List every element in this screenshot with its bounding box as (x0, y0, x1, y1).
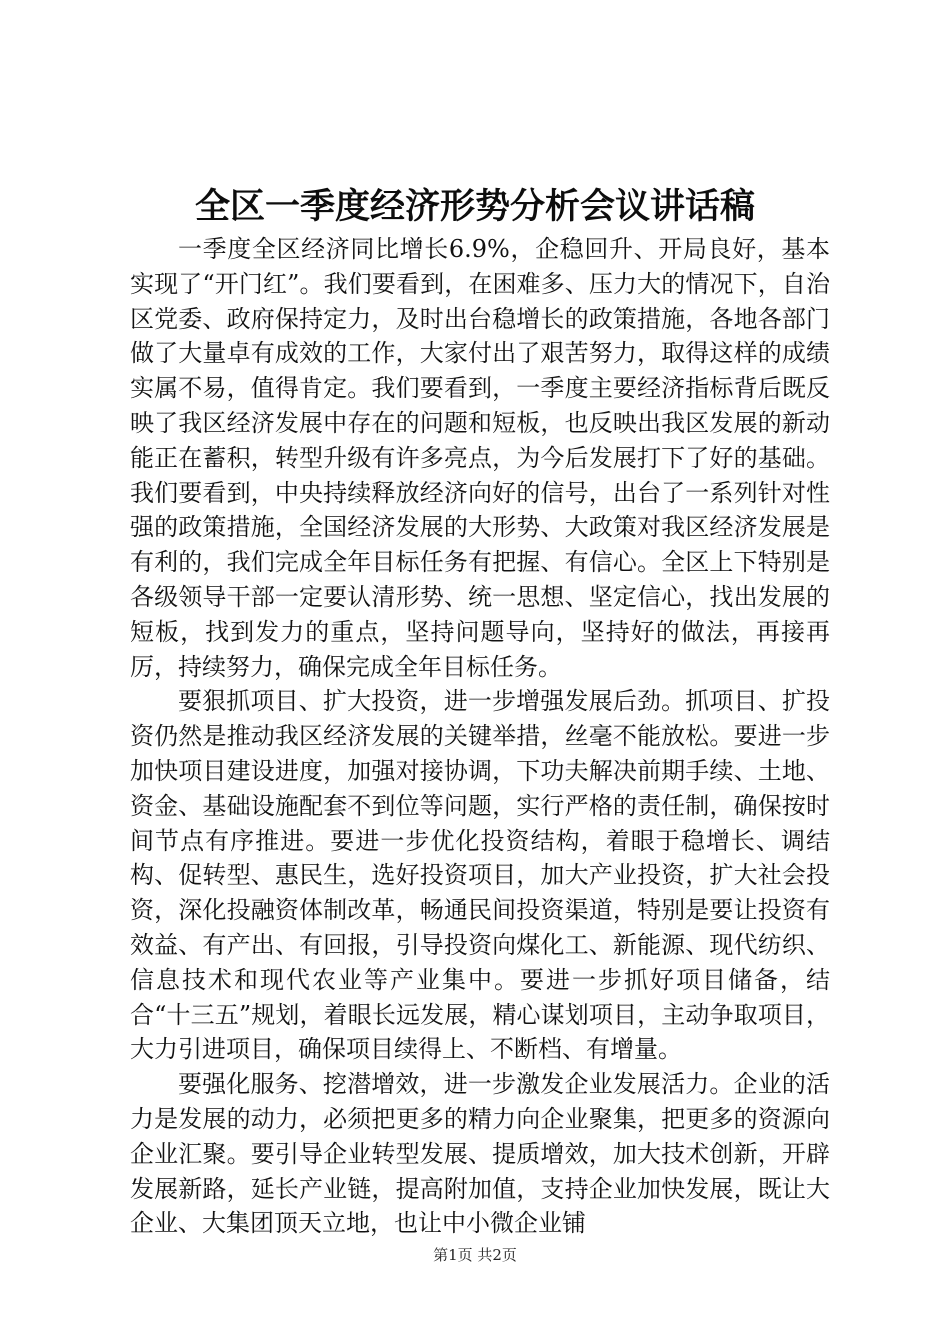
paragraph: 要强化服务、挖潜增效，进一步激发企业发展活力。企业的活力是发展的动力，必须把更多的精力向企业聚集，把更多的资源向企业汇聚。要引导企业转型发展、提质增效，加大技术创新，开辟发展新路，延长产业链，提高附加值，支持企业加快发展，既让大企业、大集团顶天立地，也让中小微企业铺 (130, 1070, 830, 1238)
paragraph: 一季度全区经济同比增长6.9%，企稳回升、开局良好，基本实现了“开门红”。我们要看到，在困难多、压力大的情况下，自治区党委、政府保持定力，及时出台稳增长的政策措施，各地各部门做了大量卓有成效的工作，大家付出了艰苦努力，取得这样的成绩实属不易，值得肯定。我们要看到，一季度主要经济指标背后既反映了我区经济发展中存在的问题和短板，也反映出我区发展的新动能正在蓄积，转型升级有许多亮点，为今后发展打下了好的基础。我们要看到，中央持续释放经济向好的信号，出台了一系列针对性强的政策措施，全国经济发展的大形势、大政策对我区经济发展是有利的，我们完成全年目标任务有把握、有信心。全区上下特别是各级领导干部一定要认清形势、统一思想、坚定信心，找出发展的短板，找到发力的重点，坚持问题导向，坚持好的做法，再接再厉，持续努力，确保完成全年目标任务。 (130, 235, 830, 681)
document-body (130, 232, 830, 1241)
paragraph: 要狠抓项目、扩大投资，进一步增强发展后劲。抓项目、扩投资仍然是推动我区经济发展的关键举措，丝毫不能放松。要进一步加快项目建设进度，加强对接协调，下功夫解决前期手续、土地、资金、基础设施配套不到位等问题，实行严格的责任制，确保按时间节点有序推进。要进一步优化投资结构，着眼于稳增长、调结构、促转型、惠民生，选好投资项目，加大产业投资，扩大社会投资，深化投融资体制改革，畅通民间投资渠道，特别是要让投资有效益、有产出、有回报，引导投资向煤化工、新能源、现代纺织、信息技术和现代农业等产业集中。要进一步抓好项目储备，结合“十三五”规划，着眼长远发展，精心谋划项目，主动争取项目，大力引进项目，确保项目续得上、不断档、有增量。 (130, 687, 830, 1064)
document-title: 全区一季度经济形势分析会议讲话稿 (194, 186, 755, 227)
page-footer: 第1页 共2页 (433, 1246, 517, 1264)
